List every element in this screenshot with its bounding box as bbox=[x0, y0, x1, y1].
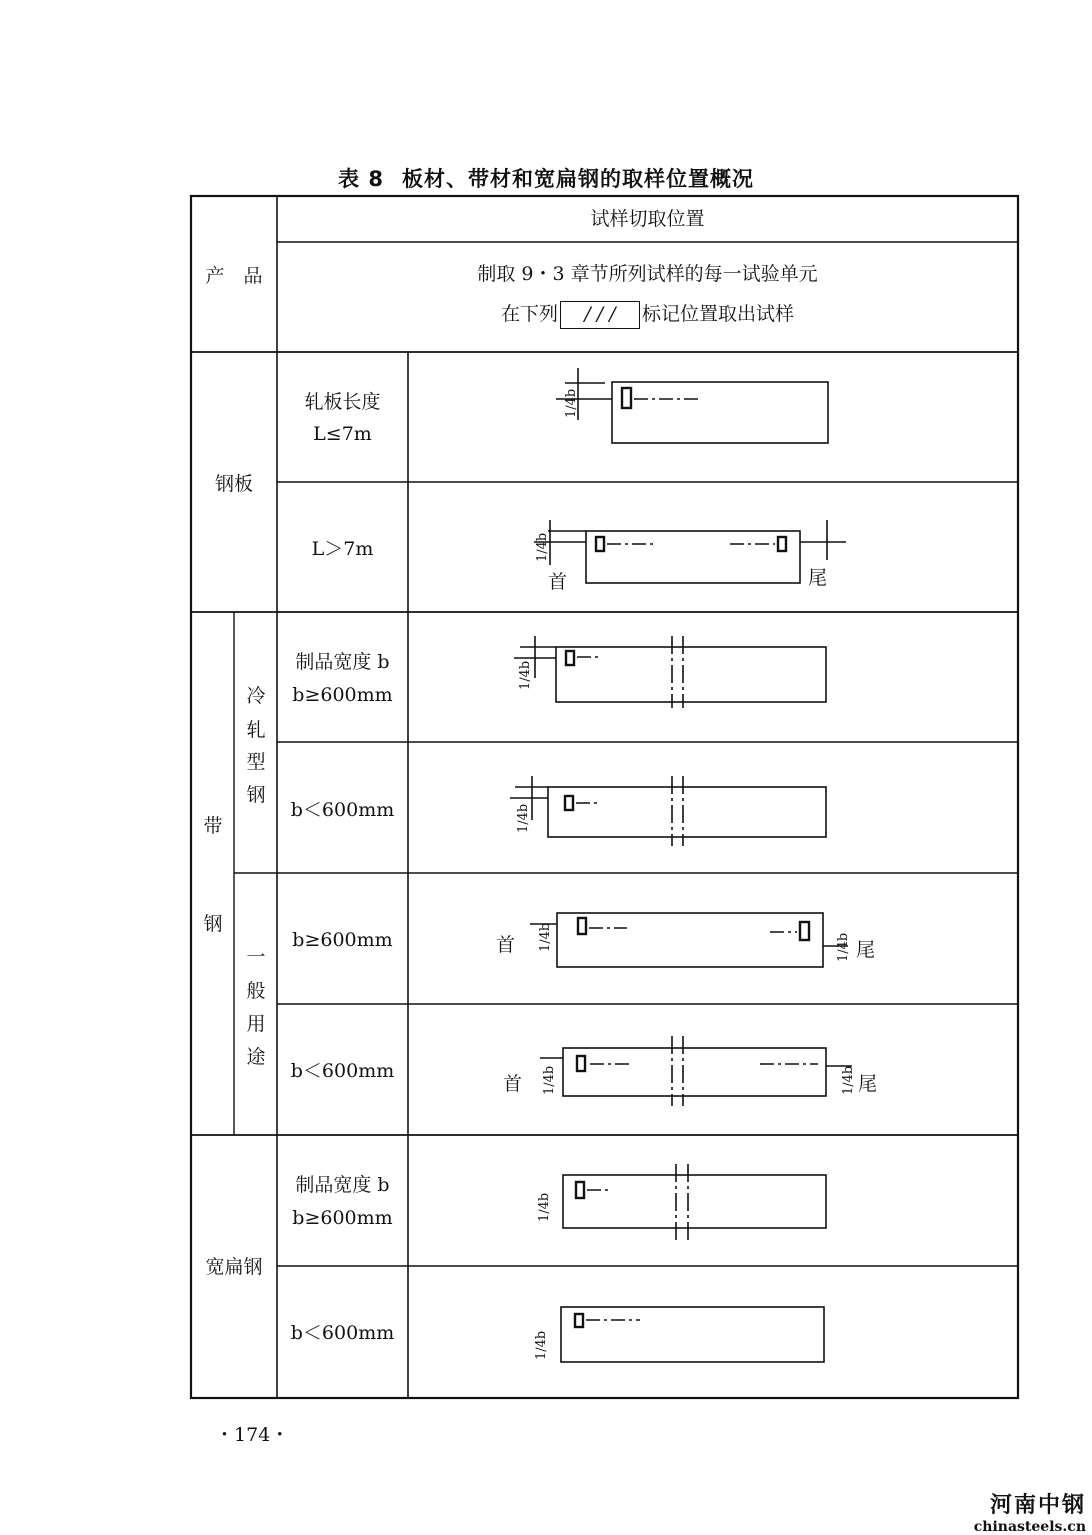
table-number: 表 8 bbox=[338, 167, 384, 191]
tail-label: 尾 bbox=[856, 939, 876, 961]
sample-marker-tail bbox=[800, 922, 809, 940]
dim-label: 1/4b bbox=[836, 932, 851, 962]
group-strip-char-1: 带 bbox=[203, 815, 223, 837]
sample-marker bbox=[622, 388, 631, 408]
table-title: 板材、带材和宽扁钢的取样位置概况 bbox=[401, 167, 754, 191]
watermark bbox=[974, 1488, 1086, 1535]
dim-label: 1/4b bbox=[535, 532, 550, 562]
cold-char-1: 冷 bbox=[246, 685, 266, 707]
head-label: 首 bbox=[548, 571, 568, 593]
tail-label: 尾 bbox=[858, 1073, 878, 1095]
diagram-wide-flat-wide bbox=[563, 1164, 826, 1240]
row2-label: L＞7m bbox=[311, 538, 374, 560]
tail-label: 尾 bbox=[808, 567, 828, 589]
watermark-cn: 河南中钢 bbox=[989, 1493, 1086, 1518]
page-number: ・174・ bbox=[215, 1424, 290, 1446]
sample-marker bbox=[575, 1314, 583, 1327]
marker-legend-box: / / / bbox=[560, 301, 640, 329]
head-label: 首 bbox=[496, 934, 516, 956]
header-desc-post: 标记位置取出试样 bbox=[642, 303, 795, 325]
sample-marker bbox=[565, 796, 573, 810]
row3-label-b: b≥600mm bbox=[292, 684, 393, 706]
row1-label-b: L≤7m bbox=[313, 423, 372, 445]
sample-marker-head bbox=[596, 537, 604, 551]
header-product: 产 品 bbox=[205, 265, 263, 287]
diagram-general-wide bbox=[530, 913, 848, 967]
header-position: 试样切取位置 bbox=[590, 208, 705, 230]
row1-label-a: 轧板长度 bbox=[304, 391, 381, 413]
group-strip-char-2: 钢 bbox=[203, 913, 223, 935]
diagram-plate-long bbox=[534, 520, 846, 583]
header-desc-line1: 制取 9・3 章节所列试样的每一试验单元 bbox=[477, 263, 818, 285]
dim-label: 1/4b bbox=[538, 922, 553, 952]
head-label: 首 bbox=[503, 1073, 523, 1095]
general-char-2: 般 bbox=[246, 980, 266, 1002]
row4-label: b＜600mm bbox=[290, 799, 395, 821]
dim-label: 1/4b bbox=[542, 1065, 557, 1095]
diagram-cold-narrow bbox=[510, 776, 826, 846]
dim-label: 1/4b bbox=[518, 660, 533, 690]
header-desc-pre: 在下列 bbox=[500, 303, 558, 325]
cold-char-4: 钢 bbox=[246, 784, 266, 806]
diagram-wide-flat-narrow bbox=[561, 1307, 824, 1362]
dim-label: 1/4b bbox=[564, 388, 579, 418]
watermark-en: chinasteels.cn bbox=[973, 1519, 1086, 1535]
sample-marker-head bbox=[577, 1056, 585, 1071]
row6-label: b＜600mm bbox=[290, 1060, 395, 1082]
general-char-1: 一 bbox=[246, 946, 266, 968]
dim-label: 1/4b bbox=[537, 1192, 552, 1222]
cold-char-3: 型 bbox=[246, 751, 266, 773]
sample-marker-head bbox=[578, 918, 586, 934]
group-plate: 钢板 bbox=[214, 473, 253, 495]
row7-label-b: b≥600mm bbox=[292, 1207, 393, 1229]
diagram-cold-wide bbox=[514, 636, 826, 708]
row7-label-a: 制品宽度 b bbox=[295, 1174, 390, 1196]
row8-label: b＜600mm bbox=[290, 1322, 395, 1344]
diagram-plate-short bbox=[556, 368, 828, 443]
sample-marker-tail bbox=[778, 537, 786, 551]
dim-label: 1/4b bbox=[841, 1065, 856, 1095]
dim-label: 1/4b bbox=[516, 803, 531, 833]
cold-char-2: 轧 bbox=[246, 719, 266, 741]
sample-marker bbox=[566, 651, 574, 665]
row3-label-a: 制品宽度 b bbox=[295, 651, 390, 673]
sample-marker bbox=[576, 1182, 584, 1198]
general-char-4: 途 bbox=[246, 1046, 266, 1068]
group-wide-flat: 宽扁钢 bbox=[205, 1256, 263, 1278]
dim-label: 1/4b bbox=[534, 1330, 549, 1360]
row5-label: b≥600mm bbox=[292, 929, 393, 951]
general-char-3: 用 bbox=[246, 1013, 266, 1035]
diagram-general-narrow bbox=[540, 1036, 852, 1106]
